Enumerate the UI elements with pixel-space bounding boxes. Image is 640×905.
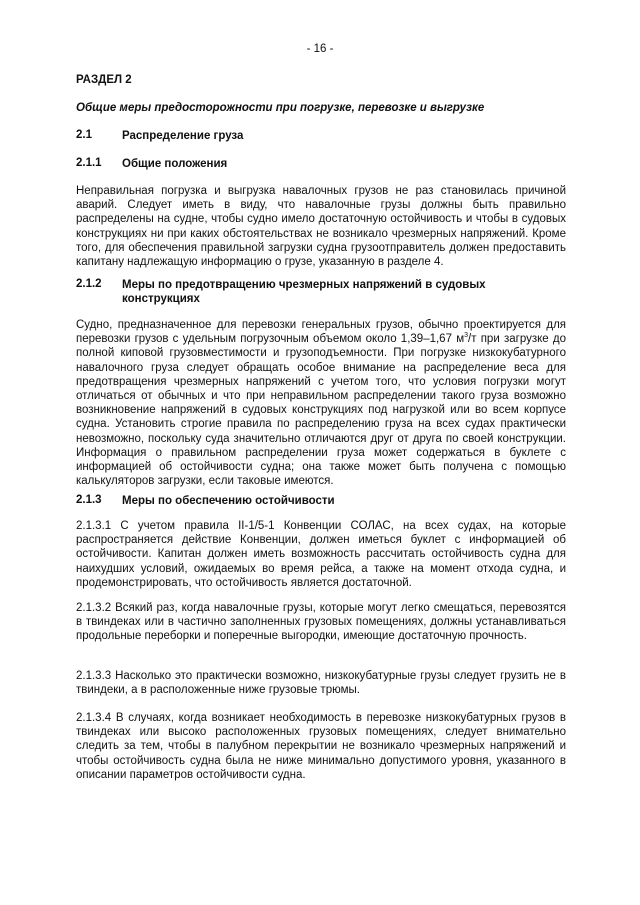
paragraph-2-1-3-2: 2.1.3.2 Всякий раз, когда навалочные грузы, которые могут легко смещаться, перевозятся в твиндеках или в частично заполненных грузовых помещениях, должны устанавливаться продольные переборки и поперечные выгородки, имеющие достаточную прочность.: [76, 602, 566, 643]
heading-text: Меры по обеспечению остойчивости: [122, 495, 335, 507]
paragraph-text-part1: Судно, предназначенное для перевозки генеральных грузов, обычно проектируется для перевозки грузов с удельным погрузочным объемом около 1,39–1,67 м: [76, 319, 566, 346]
paragraph-text-part2: /т при загрузке до полной киповой грузовместимости и грузоподъемности. При погрузке низкокубатурного навалочного груза следует обращать особое внимание на распределение веса для предотвращения чрезмерных напряжений с учетом того, что условия погрузки могут отличаться от обычных и что при неправильном распределении такого груза возможно возникновение напряжений в судовых конструкциях под нагрузкой или во всем корпусе судна. Установить строгие правила по распределению груза на всех судах практически невозможно, поскольку суда значительно отличаются друг от друга по своей конструкции. Информация о правильном распределении груза может содержаться в буклете с информацией об остойчивости судна; она также может быть получена с помощью калькуляторов загрузки, если таковые имеются.: [76, 333, 566, 488]
section-title: РАЗДЕЛ 2: [76, 74, 132, 86]
heading-text: Общие положения: [122, 158, 228, 170]
superscript-three: 3: [464, 332, 469, 340]
heading-number: 2.1.3: [76, 494, 102, 506]
heading-number: 2.1.2: [76, 278, 102, 290]
heading-text: Меры по предотвращению чрезмерных напряжений в судовых конструкциях: [122, 279, 486, 305]
heading-number: 2.1: [76, 129, 92, 141]
page-number: - 16 -: [306, 43, 334, 55]
heading-number: 2.1.1: [76, 157, 102, 169]
paragraph-2-1-3-4: 2.1.3.4 В случаях, когда возникает необходимость в перевозке низкокубатурных грузов в твиндеках или высоко расположенных грузовых помещениях, следует внимательно следить за тем, чтобы в палубном перекрытии не возникало чрезмерных напряжений и чтобы остойчивость судна была не ниже минимально допустимого уровня, указанного в описании параметров остойчивости судна.: [76, 712, 566, 781]
paragraph-2-1-3-3: 2.1.3.3 Насколько это практически возможно, низкокубатурные грузы следует грузить не в твиндеки, а в расположенные ниже грузовые трюмы.: [76, 670, 566, 697]
heading-text: Распределение груза: [122, 130, 244, 142]
paragraph-stress-prevention: [76, 318, 566, 488]
section-subtitle: Общие меры предосторожности при погрузке, перевозке и выгрузке: [76, 102, 485, 114]
paragraph-2-1-3-1: 2.1.3.1 С учетом правила II-1/5-1 Конвенции СОЛАС, на всех судах, на которые распространяется действие Конвенции, должен иметься буклет с информацией об остойчивости. Капитан должен иметь возможность рассчитать остойчивость судна для наихудших условий, ожидаемых во время рейса, а также на момент отхода судна, и продемонстрировать, что остойчивость является достаточной.: [76, 520, 566, 589]
paragraph-general-provisions: Неправильная погрузка и выгрузка навалочных грузов не раз становилась причиной аварий. Следует иметь в виду, что навалочные грузы должны быть правильно распределены на судне, чтобы судно имело достаточную остойчивость и чтобы в судовых конструкциях ни при каких обстоятельствах не возникало чрезмерных напряжений. Кроме того, для обеспечения правильной загрузки судна грузоотправитель должен предоставить капитану надлежащую информацию о грузе, указанную в разделе 4.: [76, 185, 566, 269]
